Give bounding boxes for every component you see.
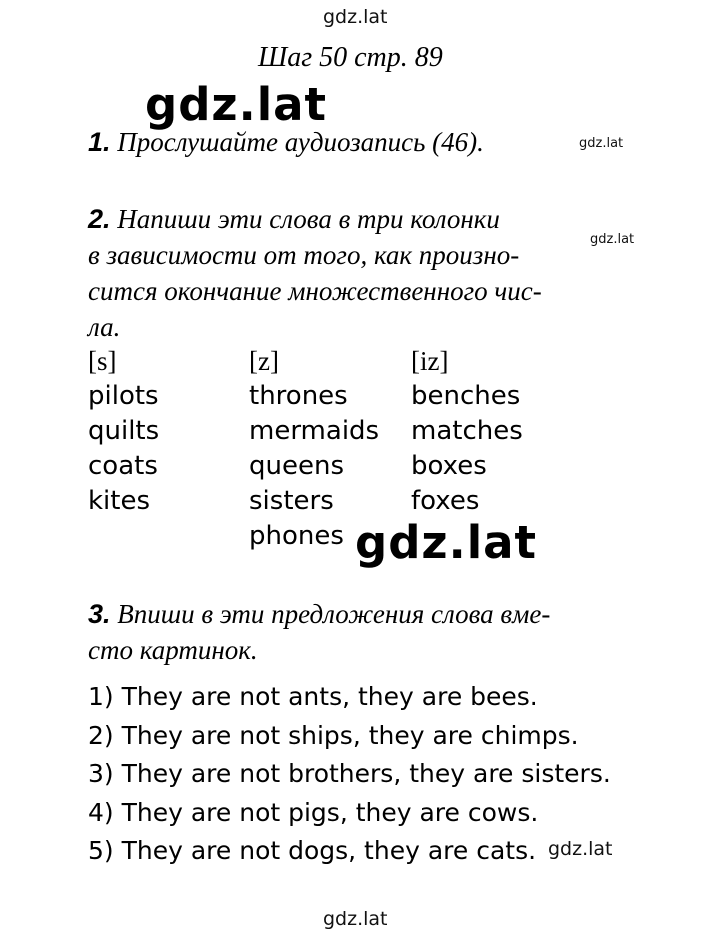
task-2 [88,201,542,345]
task-1 [88,124,484,160]
watermark-small-task1: gdz.lat [579,136,624,151]
sentence: 4) They are not pigs, they are cows. [88,797,539,827]
word: kites [88,486,151,516]
task-1-number: 1. [88,127,111,157]
task-2-line: ла. [88,312,121,342]
word: coats [88,451,158,481]
task-2-line: в зависимости от того, как произно- [88,240,520,270]
watermark-bottom: gdz.lat [323,908,388,930]
word: sisters [249,486,334,516]
watermark-big-top: gdz.lat [145,78,328,131]
word: mermaids [249,416,380,446]
task-2-line: сится окончание множественного чис- [88,276,542,306]
sentence: 3) They are not brothers, they are sisters. [88,759,611,788]
sentence: 2) They are not ships, they are chimps. [88,720,579,750]
task-3-line: Впиши в эти предложения слова вме- [117,599,551,629]
word: matches [411,416,523,446]
column-header: [iz] [411,346,449,376]
column-header: [z] [249,346,279,376]
word: phones [249,521,344,551]
word: queens [249,451,344,481]
task-2-number: 2. [88,204,111,234]
page-title: Шаг 50 стр. 89 [258,42,443,73]
column-s [88,344,159,519]
sentence: 5) They are not dogs, they are cats. [88,836,537,865]
column-z [249,344,379,554]
column-iz [411,344,523,519]
watermark-top: gdz.lat [323,6,388,28]
sentence-list [88,678,611,871]
task-2-line: Напиши эти слова в три колонки [117,204,500,234]
word: pilots [88,381,159,411]
task-3-number: 3. [88,599,111,629]
watermark-after-sentence5: gdz.lat [548,838,613,860]
word: thrones [249,381,348,411]
task-1-text: Прослушайте аудиозапись (46). [117,127,484,157]
task-3-line: сто картинок. [88,635,258,665]
word: benches [411,381,521,411]
sentence: 1) They are not ants, they are bees. [88,682,538,711]
word: boxes [411,451,487,481]
watermark-small-task2: gdz.lat [590,232,635,247]
column-header: [s] [88,346,117,376]
watermark-big-mid: gdz.lat [355,516,538,569]
word: quilts [88,416,160,446]
task-3 [88,596,550,668]
word: foxes [411,486,480,516]
